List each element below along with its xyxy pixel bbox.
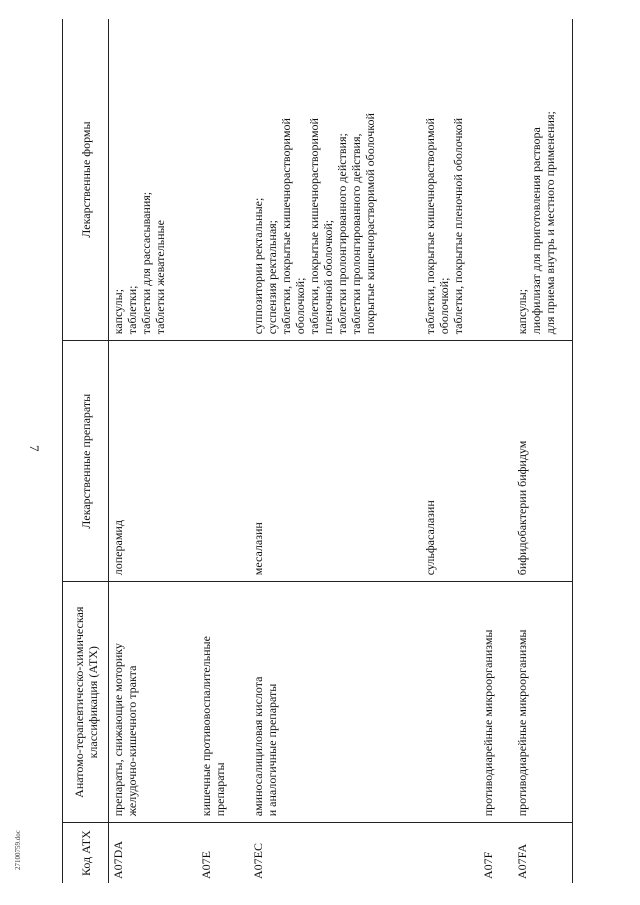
- classification-line: и аналогичные препараты: [264, 683, 279, 817]
- cell-classification: [513, 582, 573, 823]
- cell-forms: [513, 19, 573, 341]
- form-line: лиофилизат для приготовления раствора: [528, 127, 543, 335]
- classification-line: кишечные противовоспалительные: [198, 636, 213, 817]
- header-drugs: Лекарственные препараты: [63, 341, 109, 582]
- cell-forms: [421, 19, 479, 341]
- form-line: таблетки жевательные: [153, 220, 167, 335]
- cell-code: A07E: [198, 851, 213, 879]
- table-row: [421, 19, 479, 883]
- form-line: таблетки;: [125, 285, 139, 335]
- classification-line: желудочно-кишечного тракта: [125, 665, 139, 817]
- cell-drug: [197, 341, 249, 582]
- form-line: оболочкой;: [436, 277, 451, 335]
- table-row: [479, 19, 513, 883]
- form-line: таблетки, покрытые кишечнорастворимой: [306, 118, 321, 335]
- form-line: капсулы;: [514, 288, 529, 335]
- table-row: [109, 19, 197, 883]
- rotated-table-wrapper: [62, 19, 580, 883]
- form-line: капсулы;: [111, 288, 125, 335]
- cell-classification: [249, 582, 421, 823]
- cell-forms: [197, 19, 249, 341]
- cell-forms: [249, 19, 421, 341]
- classification-line: препараты, снижающие моторику: [111, 643, 125, 817]
- classification-line: аминосалициловая кислота: [250, 676, 265, 817]
- cell-classification: [197, 582, 249, 823]
- table-row: [513, 19, 573, 883]
- table-row: [249, 19, 421, 883]
- form-line: таблетки, покрытые пленочной оболочкой: [450, 117, 465, 335]
- classification-line: противодиарейные микроорганизмы: [480, 629, 495, 817]
- form-line: таблетки для рассасывания;: [139, 191, 153, 335]
- header-forms: Лекарственные формы: [63, 19, 109, 341]
- cell-code: A07DA: [111, 841, 125, 879]
- cell-drug: [479, 341, 513, 582]
- cell-code: [421, 823, 479, 883]
- form-line: покрытые кишечнорастворимой оболочкой: [362, 113, 377, 335]
- header-classification: Анатомо-терапевтическо-химическая классификация (АТХ): [63, 582, 109, 823]
- cell-drug: сульфасалазин: [421, 341, 479, 582]
- cell-code: A07FA: [513, 823, 573, 883]
- classification-line: препараты: [212, 762, 227, 817]
- page-number: 7: [27, 445, 42, 452]
- atc-table: [62, 19, 573, 883]
- cell-classification: [421, 582, 479, 823]
- header-code: Код АТХ: [63, 823, 109, 883]
- table-header-row: [63, 19, 109, 883]
- form-line: суспензия ректальная;: [264, 219, 279, 335]
- form-line: таблетки, покрытые кишечнорастворимой: [278, 118, 293, 335]
- footer-file-name: 27100759.doc: [14, 830, 22, 870]
- form-line: суппозитории ректальные;: [250, 197, 265, 335]
- cell-drug: бифидобактерии бифидум: [513, 341, 573, 582]
- cell-code: A07F: [480, 851, 495, 879]
- cell-forms: [479, 19, 513, 341]
- table-row: [197, 19, 249, 883]
- cell-classification: [109, 582, 197, 823]
- form-line: пленочной оболочкой;: [320, 219, 335, 335]
- cell-drug: лоперамид: [109, 341, 197, 582]
- cell-forms: [109, 19, 197, 341]
- classification-line: противодиарейные микроорганизмы: [514, 629, 529, 817]
- form-line: таблетки пролонгированного действия,: [348, 133, 363, 335]
- form-line: оболочкой;: [292, 277, 307, 335]
- form-line: таблетки пролонгированного действия;: [334, 133, 349, 335]
- form-line: для приема внутрь и местного применения;: [542, 111, 557, 335]
- form-line: таблетки, покрытые кишечнорастворимой: [422, 118, 437, 335]
- cell-drug: месалазин: [249, 341, 421, 582]
- cell-classification: [479, 582, 513, 823]
- cell-code: A07EC: [250, 843, 265, 879]
